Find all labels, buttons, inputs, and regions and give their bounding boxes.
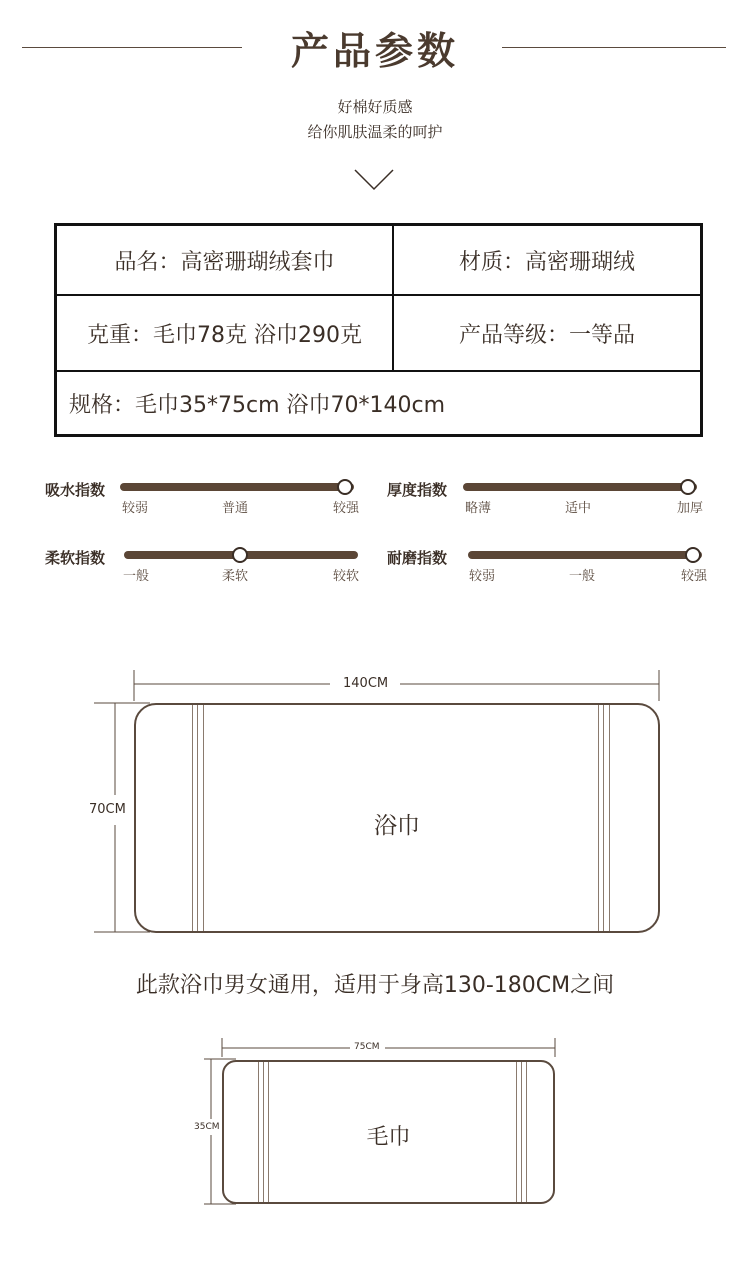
page-title: 产品参数	[290, 29, 459, 73]
index-marker	[232, 547, 248, 563]
subtitle-line-1: 好棉好质感	[337, 98, 413, 116]
index-tick: 柔软	[221, 569, 249, 584]
index-label: 柔软指数	[45, 549, 106, 567]
index-tick: 一般	[122, 569, 150, 584]
index-track	[120, 483, 354, 491]
index-tick: 适中	[564, 501, 592, 516]
index-tick: 较弱	[121, 501, 149, 516]
index-tick: 普通	[221, 501, 249, 516]
spec-weight: 克重：毛巾78克 浴巾290克	[87, 322, 362, 348]
spec-table	[54, 223, 703, 437]
index-tick: 较强	[680, 569, 708, 584]
index-track	[463, 483, 697, 491]
index-tick: 加厚	[676, 501, 704, 516]
usage-note: 此款浴巾男女通用，适用于身高130-180CM之间	[135, 973, 615, 998]
index-marker	[685, 547, 701, 563]
face-towel-name: 毛巾	[366, 1125, 411, 1150]
face-height-label: 35CM	[194, 1122, 220, 1132]
subtitle-line-2: 给你肌肤温柔的呵护	[307, 123, 443, 141]
bath-towel-name: 浴巾	[374, 813, 420, 839]
bath-height-label: 70CM	[89, 802, 126, 817]
index-marker	[337, 479, 353, 495]
spec-grade: 产品等级：一等品	[458, 322, 635, 348]
chevron-down-icon	[354, 168, 394, 192]
index-track	[468, 551, 702, 559]
face-towel	[222, 1060, 555, 1204]
index-track	[124, 551, 358, 559]
spec-name: 品名：高密珊瑚绒套巾	[114, 249, 335, 275]
spec-size: 规格：毛巾35*75cm 浴巾70*140cm	[69, 392, 446, 418]
index-tick: 较强	[332, 501, 360, 516]
index-label: 吸水指数	[45, 481, 106, 499]
index-tick: 一般	[568, 569, 596, 584]
index-tick: 较弱	[468, 569, 496, 584]
index-marker	[680, 479, 696, 495]
index-label: 厚度指数	[387, 481, 448, 499]
index-tick: 略薄	[464, 501, 492, 516]
bath-towel	[134, 703, 660, 933]
index-label: 耐磨指数	[387, 549, 448, 567]
spec-material: 材质：高密珊瑚绒	[458, 249, 635, 275]
bath-width-label: 140CM	[343, 676, 389, 691]
index-tick: 较软	[332, 569, 360, 584]
face-width-label: 75CM	[354, 1042, 380, 1052]
